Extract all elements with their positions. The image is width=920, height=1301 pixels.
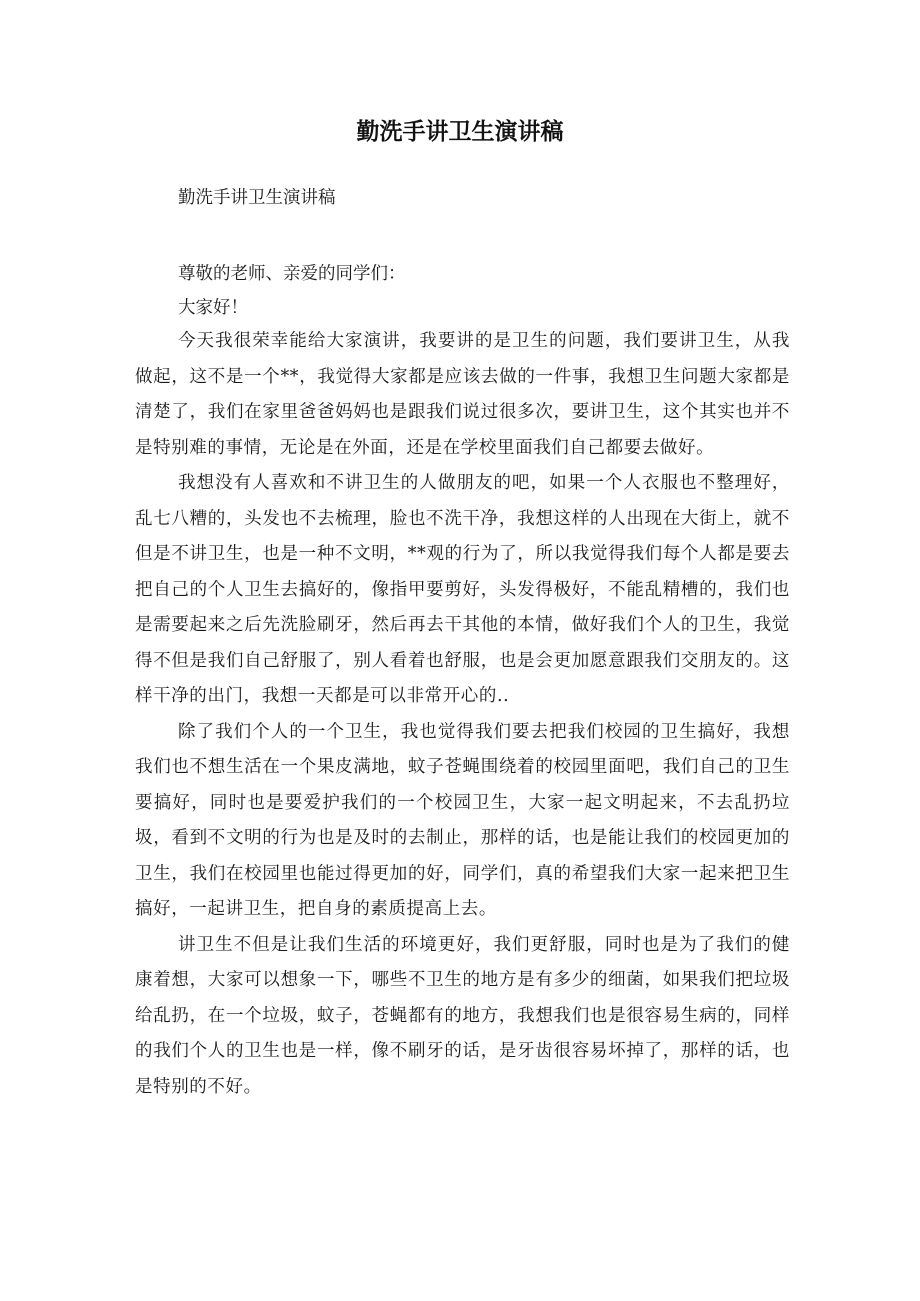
paragraph-3: 除了我们个人的一个卫生，我也觉得我们要去把我们校园的卫生搞好，我想我们也不想生活在一个果皮满地，蚊子苍蝇围绕着的校园里面吧，我们自己的卫生要搞好，同时也是要爱护我们的一个校园卫生，大家一起文明起来，不去乱扔垃圾，看到不文明的行为也是及时的去制止，那样的话，也是能让我们的校园更加的卫生，我们在校园里也能过得更加的好，同学们，真的希望我们大家一起来把卫生搞好，一起讲卫生，把自身的素质提高上去。 (135, 721, 790, 919)
salutation: 尊敬的老师、亲爱的同学们： (178, 264, 406, 284)
paragraph-4: 讲卫生不但是让我们生活的环境更好，我们更舒服，同时也是为了我们的健康着想，大家可以想象一下，哪些不卫生的地方是有多少的细菌，如果我们把垃圾给乱扔，在一个垃圾，蚊子，苍蝇都有的地方，我想我们也是很容易生病的，同样的我们个人的卫生也是一样，像不刷牙的话，是牙齿很容易坏掉了，那样的话，也是特别的不好。 (135, 934, 790, 1097)
paragraph-1: 今天我很荣幸能给大家演讲，我要讲的是卫生的问题，我们要讲卫生，从我做起，这不是一个**，我觉得大家都是应该去做的一件事，我想卫生问题大家都是清楚了，我们在家里爸爸妈妈也是跟我们说过很多次，要讲卫生，这个其实也并不是特别难的事情，无论是在外面，还是在学校里面我们自己都要去做好。 (135, 331, 790, 458)
document-title: 勤洗手讲卫生演讲稿 (356, 119, 564, 145)
document-subtitle: 勤洗手讲卫生演讲稿 (178, 188, 336, 208)
document-body (135, 180, 790, 1105)
blank-line (135, 216, 790, 256)
paragraph-2: 我想没有人喜欢和不讲卫生的人做朋友的吧，如果一个人衣服也不整理好，乱七八糟的，头发也不去梳理，脸也不洗干净，我想这样的人出现在大街上，就不但是不讲卫生，也是一种不文明，**观的行为了，所以我觉得我们每个人都是要去把自己的个人卫生去搞好的，像指甲要剪好，头发得极好，不能乱精槽的，我们也是需要起来之后先洗脸刷牙，然后再去干其他的本情，做好我们个人的卫生，我觉得不但是我们自己舒服了，别人看着也舒服，也是会更加愿意跟我们交朋友的。这样干净的出门，我想一天都是可以非常开心的.. (135, 473, 790, 706)
greeting: 大家好！ (178, 298, 248, 318)
